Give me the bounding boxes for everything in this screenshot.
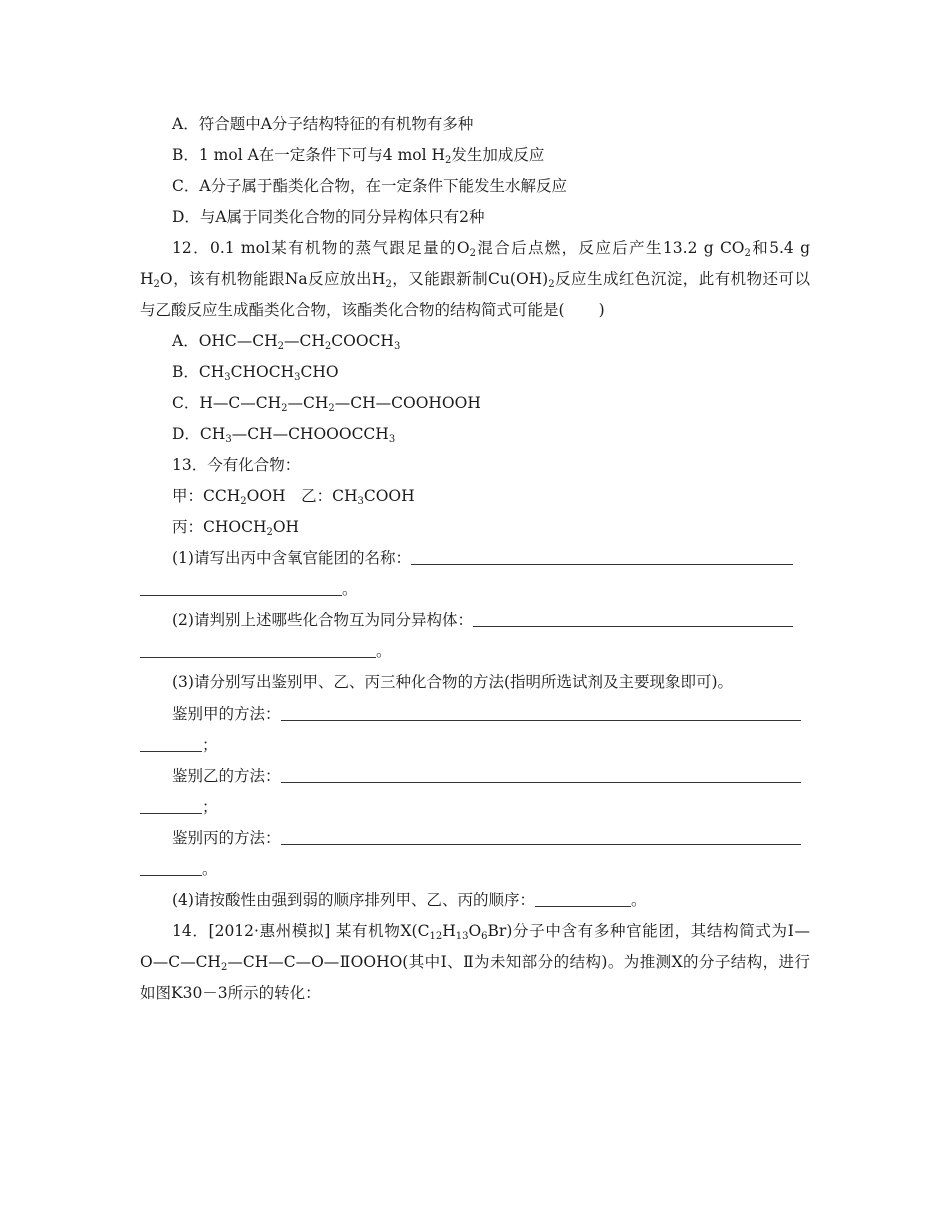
q13-compound-bing: 丙：$CHOCH_2OH$	[172, 518, 300, 538]
q13-part-2: (2)请判别上述哪些化合物互为同分异构体：	[172, 609, 810, 631]
q13-method-yi: 鉴别乙的方法：	[172, 765, 810, 787]
q13-method-bing-cont: 。	[140, 858, 810, 880]
q11-option-a: A．符合题中A分子结构特征的有机物有多种	[172, 115, 474, 133]
q14-stem-line-1: 14．[2012·惠州模拟] 某有机物$X(C_{12}H_{13}O_6Br)$分子中含有多种官能团，其结构简式为Ⅰ—	[172, 922, 810, 942]
answer-blank[interactable]	[281, 767, 801, 783]
q13-method-jia: 鉴别甲的方法：	[172, 703, 810, 725]
answer-blank[interactable]	[411, 549, 793, 565]
answer-blank[interactable]	[535, 891, 631, 907]
q13-intro: 13．今有化合物：	[172, 456, 301, 474]
answer-blank[interactable]	[140, 642, 376, 658]
answer-blank[interactable]	[281, 705, 801, 721]
answer-blank[interactable]	[140, 736, 202, 752]
q12-stem-line-1: 12．0.1 mol某有机物的蒸气跟足量的$O_2$混合后点燃，反应后产生13.2 g $CO_2$和5.4 g	[172, 239, 811, 259]
q13-method-yi-cont: ；	[140, 796, 810, 818]
answer-blank[interactable]	[281, 829, 801, 845]
q12-option-a: A．$OHC—CH_2—CH_2COOCH_3$	[172, 332, 401, 352]
answer-blank[interactable]	[140, 798, 202, 814]
answer-blank[interactable]	[140, 860, 202, 876]
q14-stem-line-2: $O—C—CH_2—CH—C—O—ⅡOOHO$(其中Ⅰ、Ⅱ为未知部分的结构)。为推测X的分子结构，进行	[140, 953, 810, 973]
q11-option-b: B．1 mol A在一定条件下可与4 mol $H_2$发生加成反应	[172, 146, 545, 166]
q12-stem-line-3: 与乙酸反应生成酯类化合物，该酯类化合物的结构简式可能是( )	[140, 301, 605, 319]
q11-option-d: D．与A属于同类化合物的同分异构体只有2种	[172, 208, 485, 226]
answer-blank[interactable]	[473, 611, 793, 627]
q12-option-b: B．$CH_3CHOCH_3CHO$	[172, 363, 339, 383]
q14-stem-line-3: 如图K30－3所示的转化：	[140, 984, 321, 1002]
answer-blank[interactable]	[140, 580, 342, 596]
q12-option-d: D．$CH_3—CH—CHOOOCCH_3$	[172, 425, 396, 445]
q12-option-c: C．$H—C—CH_2—CH_2—CH—COOHOOH$	[172, 394, 481, 414]
q12-stem-line-2: $H_2O$，该有机物能跟Na反应放出$H_2$，又能跟新制$Cu(OH)_2$反应生成红色沉淀，此有机物还可以	[140, 270, 810, 290]
q13-part-1-cont: 。	[140, 578, 810, 600]
q13-compounds-jia-yi: 甲：$CCH_2OOH$ 乙：$CH_3COOH$	[172, 487, 415, 507]
q13-method-bing: 鉴别丙的方法：	[172, 827, 810, 849]
q11-option-c: C．A分子属于酯类化合物，在一定条件下能发生水解反应	[172, 177, 568, 195]
q13-part-1: (1)请写出丙中含氧官能团的名称：	[172, 547, 810, 569]
q13-part-2-cont: 。	[140, 640, 810, 662]
q13-method-jia-cont: ；	[140, 734, 810, 756]
q13-part-3: (3)请分别写出鉴别甲、乙、丙三种化合物的方法(指明所选试剂及主要现象即可)。	[172, 673, 734, 691]
q13-part-4: (4)请按酸性由强到弱的顺序排列甲、乙、丙的顺序： 。	[172, 891, 647, 909]
